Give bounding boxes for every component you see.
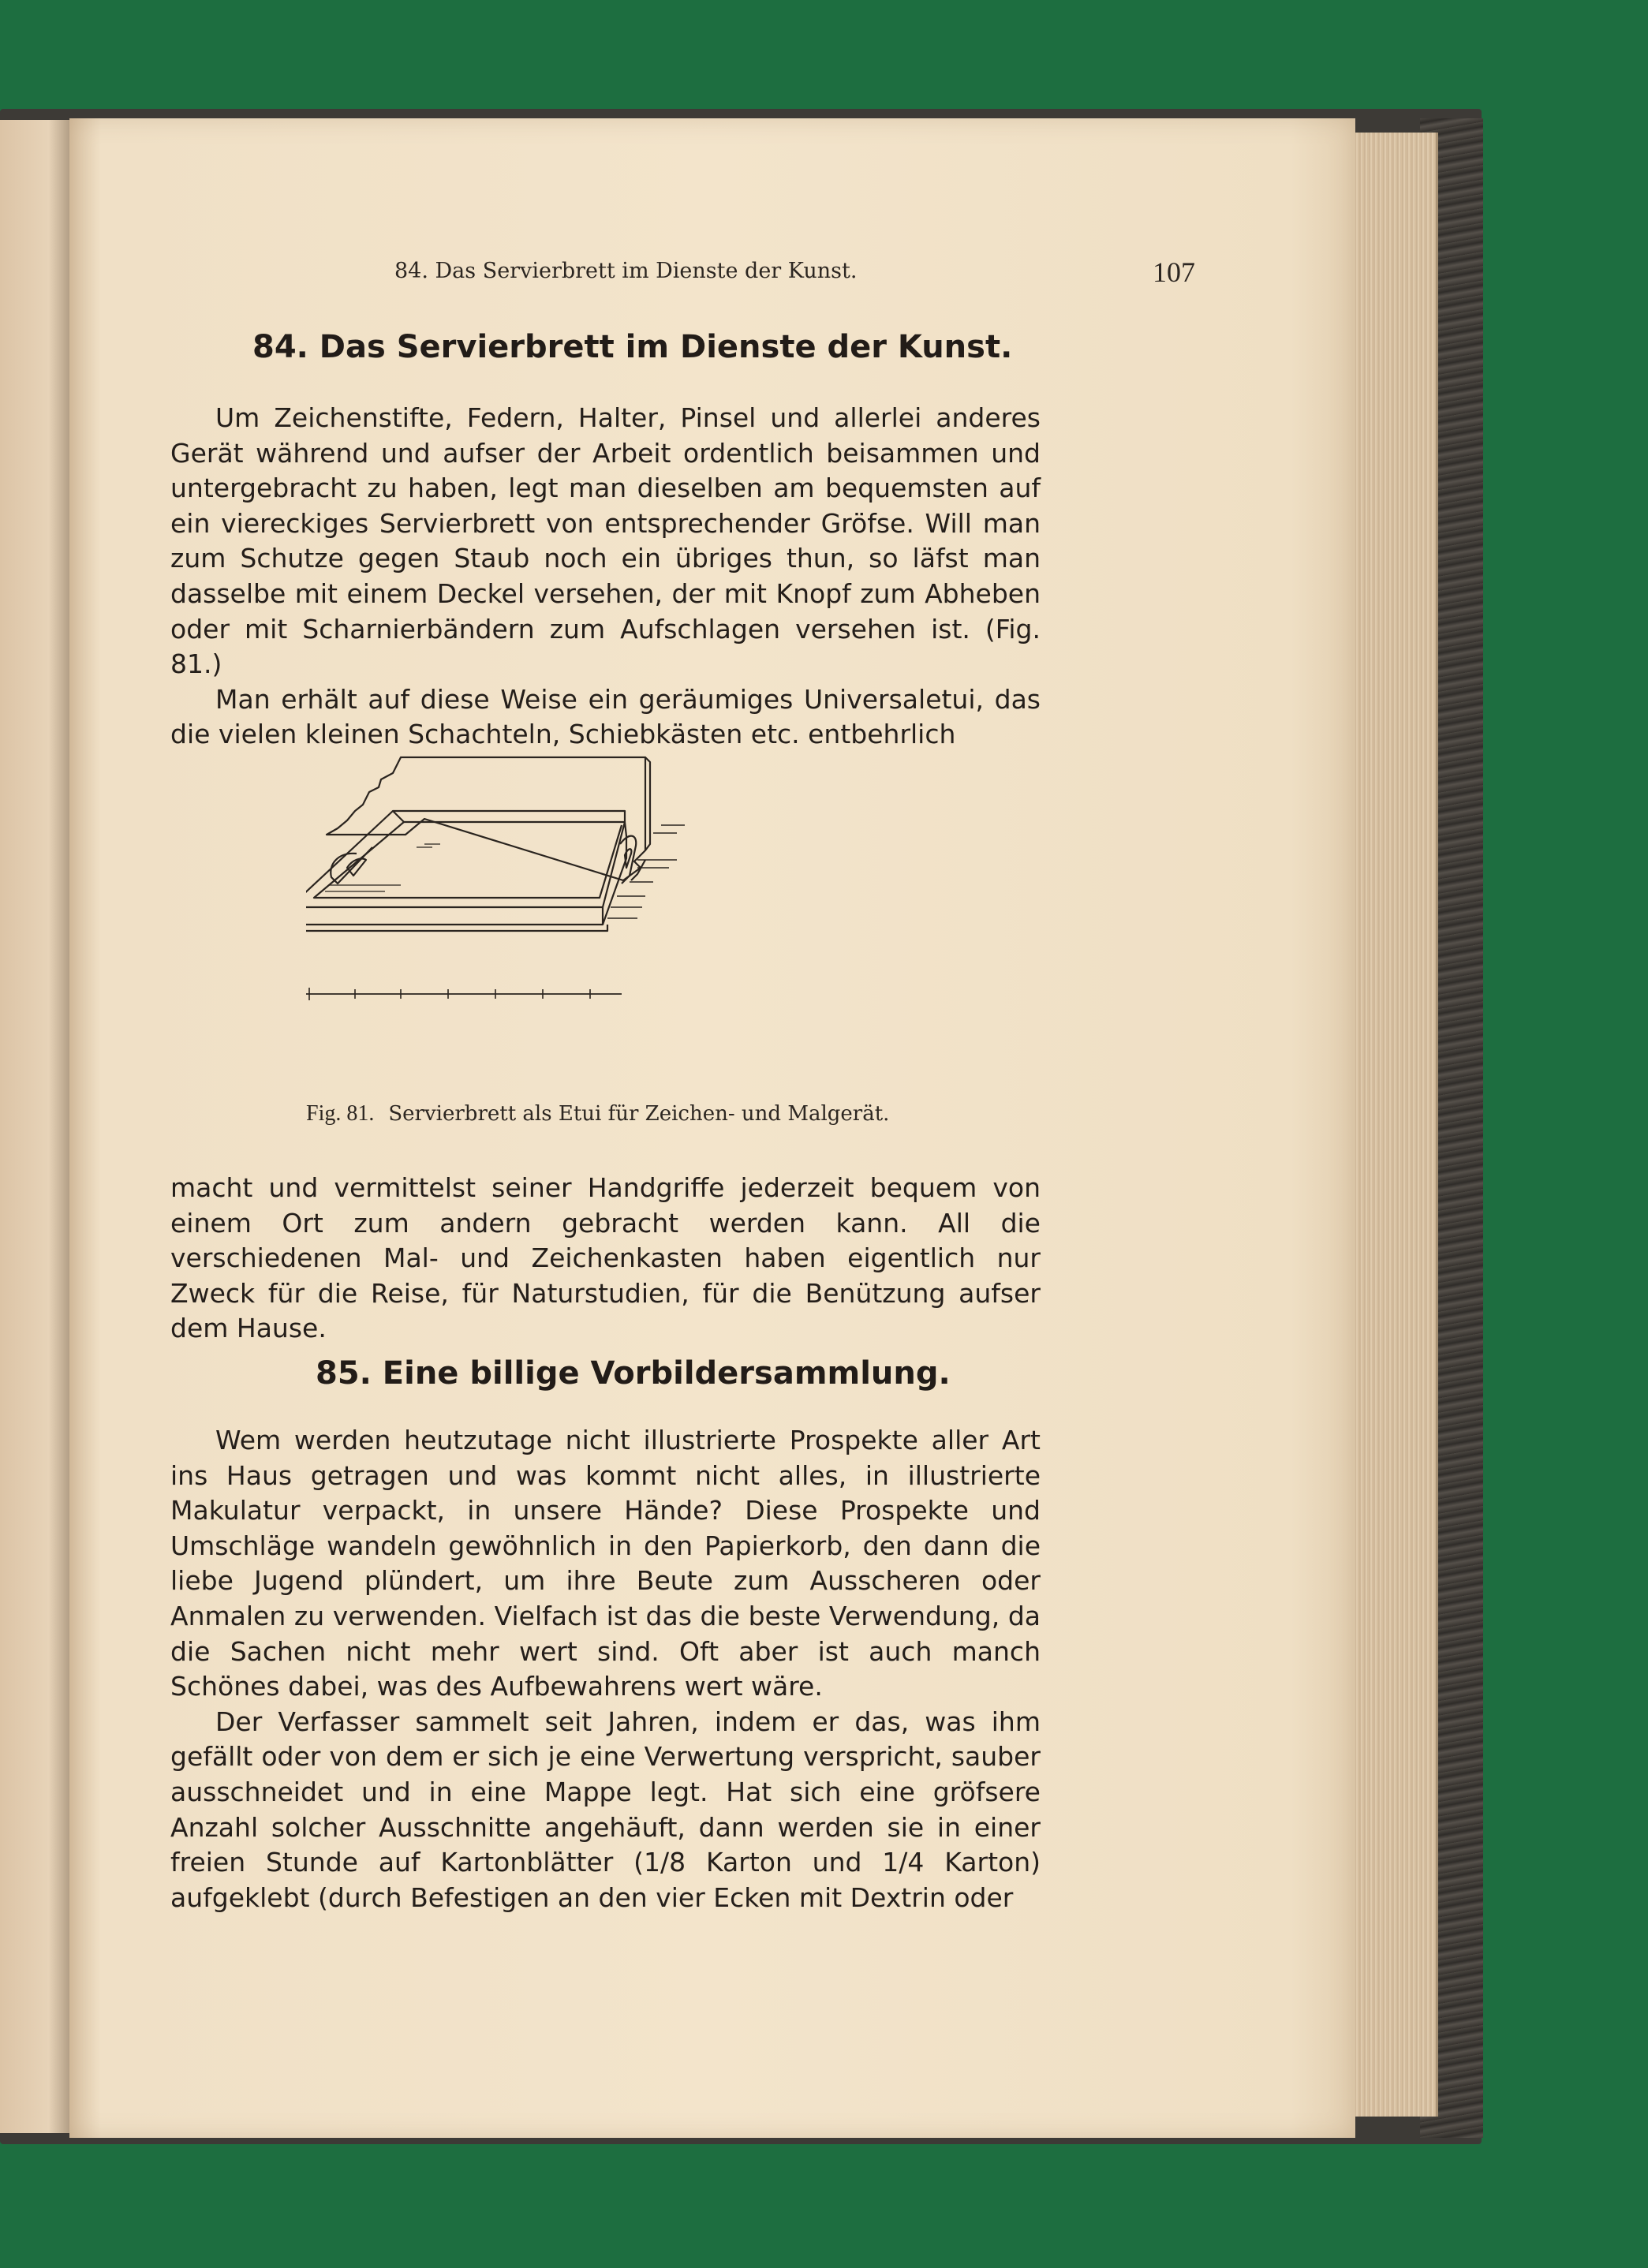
figure-label: Fig. 81.	[306, 1101, 375, 1126]
section-84-paragraph-2-text: Man erhält auf diese Weise ein geräumiges Universaletui, das die vielen kleinen Schachteln, Schiebkästen etc. entbehrlich	[170, 683, 1041, 750]
section-85-paragraph-1-text: Wem werden heutzutage nicht illustrierte Prospekte aller Art ins Haus getragen und was kommt nicht alles, in illustrierte Makulatur verpackt, in unsere Hände? Diese Prospekte und Umschläge wandeln gewöhnlich in den Papierkorb, den dann die liebe Jugend plündert, um ihre Beute zum Ausscheren oder Anmalen zu verwenden. Vielfach ist das die beste Verwendung, da die Sachen nicht mehr wert sind. Oft aber ist auch manch Schönes dabei, was des Aufbewahrens wert wäre.	[170, 1425, 1041, 1702]
section-85-paragraph-2-end: Karton) aufgeklebt (durch Befestigen an den vier Ecken mit Dextrin oder	[170, 1847, 1041, 1913]
section-85-paragraph-1	[170, 1423, 1041, 1915]
serving-tray-illustration	[306, 749, 953, 1104]
right-handle	[620, 836, 636, 884]
section-84-paragraph-1	[170, 401, 1041, 753]
figure-81	[306, 749, 953, 1104]
facing-page-edge	[0, 120, 69, 2133]
section-85-heading: 85. Eine billige Vorbildersammlung.	[316, 1355, 951, 1392]
tray-base	[306, 925, 607, 931]
right-handle-grip	[625, 849, 631, 868]
tray-outer-rim	[306, 811, 625, 907]
tray-front-side	[306, 907, 603, 925]
section-85-paragraph-2-middle: Karton und	[686, 1847, 883, 1878]
figure-caption-text: Servierbrett als Etui für Zeichen- und Malgerät.	[388, 1102, 890, 1126]
section-84-paragraph-1-text: Um Zeichenstifte, Federn, Halter, Pinsel und allerlei anderes Gerät während und aufser der Arbeit ordentlich beisammen und untergebracht zu haben, legt man dieselben am bequemsten auf ein viereckiges Servierbrett von entsprechender Gröfse. Will man zum Schutze gegen Staub noch ein übriges thun, so läfst man dasselbe mit einem Deckel versehen, der mit Knopf zum Abheben oder mit Scharnierbändern zum Aufschlagen versehen ist. (Fig. 81.)	[170, 402, 1041, 680]
section-84-paragraph-3: macht und vermittelst seiner Handgriffe jederzeit bequem von einem Ort zum andern gebracht werden kann. All die verschiedenen Mal- und Zeichenkasten haben eigentlich nur Zweck für die Reise, für Naturstudien, für die Benützung aufser dem Hause.	[170, 1172, 1041, 1344]
section-85-paragraph-2-start: Der Verfasser sammelt seit Jahren, indem er das, was ihm gefällt oder von dem er sich je eine Verwertung verspricht, sauber ausschneidet und in eine Mappe legt. Hat sich eine gröfsere Anzahl solcher Ausschnitte angehäuft, dann werden sie in einer freien Stunde auf Kartonblätter (	[170, 1706, 1041, 1878]
page-number: 107	[1153, 256, 1195, 288]
figure-81-caption	[306, 1101, 889, 1127]
section-84-heading: 84. Das Servierbrett im Dienste der Kunst.	[252, 329, 1013, 365]
tray-lid	[327, 757, 645, 880]
fraction-one-quarter: 1/4	[882, 1847, 925, 1878]
tray-shading	[325, 844, 440, 891]
page-block-edges	[1349, 133, 1438, 2117]
book-page	[69, 118, 1355, 2138]
fraction-one-eighth: 1/8	[644, 1847, 686, 1878]
running-head-title: 84. Das Servierbrett im Dienste der Kunst.	[394, 259, 858, 283]
